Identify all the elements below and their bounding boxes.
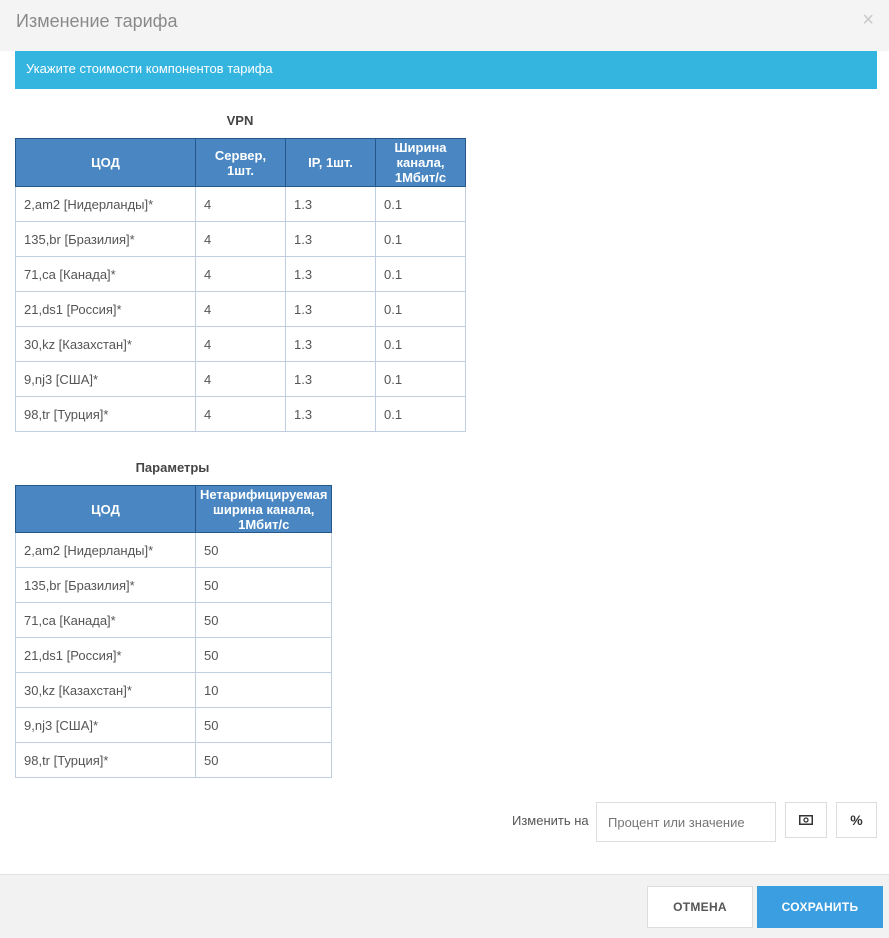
table-row — [16, 362, 466, 397]
col-header-dc: ЦОД — [16, 139, 196, 187]
dc-cell: 135,br [Бразилия]* — [16, 568, 196, 603]
ip-price-cell[interactable]: 1.3 — [286, 292, 376, 327]
params-caption: Параметры — [135, 460, 210, 475]
ip-price-cell[interactable]: 1.3 — [286, 257, 376, 292]
dc-cell: 98,tr [Турция]* — [16, 743, 196, 778]
dc-cell: 71,ca [Канада]* — [16, 257, 196, 292]
dialog-title: Изменение тарифа — [16, 11, 178, 31]
col-header-bandwidth: Ширина канала, 1Мбит/с — [376, 139, 466, 187]
server-price-cell[interactable]: 4 — [196, 257, 286, 292]
bandwidth-price-cell[interactable]: 0.1 — [376, 222, 466, 257]
col-header-dc: ЦОД — [16, 486, 196, 533]
table-row — [16, 397, 466, 432]
col-header-server: Сервер, 1шт. — [196, 139, 286, 187]
dc-cell: 9,nj3 [США]* — [16, 362, 196, 397]
bandwidth-price-cell[interactable]: 0.1 — [376, 362, 466, 397]
dialog-header — [0, 0, 889, 51]
params-header-row — [16, 486, 332, 533]
bandwidth-price-cell[interactable]: 0.1 — [376, 187, 466, 222]
dc-cell: 2,am2 [Нидерланды]* — [16, 533, 196, 568]
table-row — [16, 187, 466, 222]
money-icon — [799, 815, 813, 825]
dc-cell: 71,ca [Канада]* — [16, 603, 196, 638]
vpn-table — [15, 138, 466, 432]
dialog-footer — [0, 874, 889, 938]
server-price-cell[interactable]: 4 — [196, 327, 286, 362]
table-row — [16, 743, 332, 778]
dc-cell: 135,br [Бразилия]* — [16, 222, 196, 257]
dc-cell: 21,ds1 [Россия]* — [16, 292, 196, 327]
free-bandwidth-cell[interactable]: 50 — [196, 638, 332, 673]
table-row — [16, 327, 466, 362]
server-price-cell[interactable]: 4 — [196, 187, 286, 222]
save-button[interactable]: СОХРАНИТЬ — [757, 886, 883, 928]
table-row — [16, 603, 332, 638]
percent-mode-button[interactable]: % — [836, 802, 877, 838]
bandwidth-price-cell[interactable]: 0.1 — [376, 327, 466, 362]
bandwidth-price-cell[interactable]: 0.1 — [376, 397, 466, 432]
table-row — [16, 638, 332, 673]
ip-price-cell[interactable]: 1.3 — [286, 222, 376, 257]
free-bandwidth-cell[interactable]: 50 — [196, 743, 332, 778]
free-bandwidth-cell[interactable]: 50 — [196, 708, 332, 743]
vpn-header-row — [16, 139, 466, 187]
ip-price-cell[interactable]: 1.3 — [286, 362, 376, 397]
close-icon[interactable]: × — [862, 9, 874, 31]
free-bandwidth-cell[interactable]: 10 — [196, 673, 332, 708]
change-label: Изменить на — [512, 813, 589, 828]
server-price-cell[interactable]: 4 — [196, 397, 286, 432]
col-header-ip: IP, 1шт. — [286, 139, 376, 187]
params-table — [15, 485, 332, 778]
bandwidth-price-cell[interactable]: 0.1 — [376, 292, 466, 327]
server-price-cell[interactable]: 4 — [196, 292, 286, 327]
cancel-button[interactable]: ОТМЕНА — [647, 886, 753, 928]
table-row — [16, 292, 466, 327]
table-row — [16, 708, 332, 743]
server-price-cell[interactable]: 4 — [196, 222, 286, 257]
table-row — [16, 222, 466, 257]
dc-cell: 30,kz [Казахстан]* — [16, 673, 196, 708]
info-banner: Укажите стоимости компонентов тарифа — [15, 51, 877, 89]
free-bandwidth-cell[interactable]: 50 — [196, 533, 332, 568]
col-header-free-bandwidth: Нетарифицируемая ширина канала, 1Мбит/с — [196, 486, 332, 533]
ip-price-cell[interactable]: 1.3 — [286, 397, 376, 432]
ip-price-cell[interactable]: 1.3 — [286, 327, 376, 362]
dc-cell: 30,kz [Казахстан]* — [16, 327, 196, 362]
vpn-caption: VPN — [226, 113, 254, 128]
dc-cell: 98,tr [Турция]* — [16, 397, 196, 432]
value-mode-button[interactable] — [785, 802, 827, 838]
table-row — [16, 673, 332, 708]
dc-cell: 21,ds1 [Россия]* — [16, 638, 196, 673]
table-row — [16, 257, 466, 292]
table-row — [16, 568, 332, 603]
free-bandwidth-cell[interactable]: 50 — [196, 603, 332, 638]
dc-cell: 9,nj3 [США]* — [16, 708, 196, 743]
bandwidth-price-cell[interactable]: 0.1 — [376, 257, 466, 292]
table-row — [16, 533, 332, 568]
dc-cell: 2,am2 [Нидерланды]* — [16, 187, 196, 222]
free-bandwidth-cell[interactable]: 50 — [196, 568, 332, 603]
ip-price-cell[interactable]: 1.3 — [286, 187, 376, 222]
change-value-input[interactable] — [596, 802, 776, 842]
server-price-cell[interactable]: 4 — [196, 362, 286, 397]
